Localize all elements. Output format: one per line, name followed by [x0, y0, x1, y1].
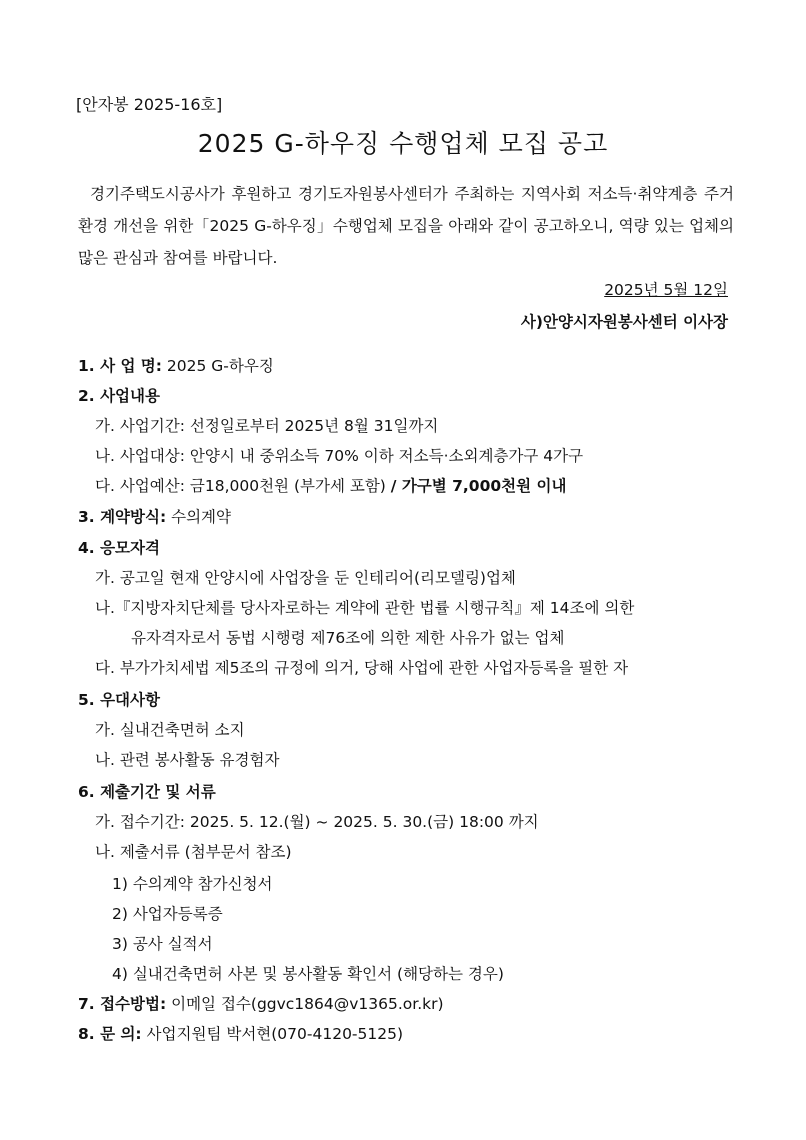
section-2-item-c-text: 다. 사업예산: 금18,000천원 (부가세 포함): [95, 477, 391, 495]
section-3: [78, 505, 231, 527]
section-2-item-c: [95, 474, 566, 496]
section-3-value: 수의계약: [166, 508, 231, 526]
section-8-label: 8. 문 의:: [78, 1025, 142, 1043]
section-5-item-b: 나. 관련 봉사활동 유경험자: [95, 751, 280, 769]
section-3-label: 3. 계약방식:: [78, 508, 167, 526]
section-2-label: 2. 사업내용: [78, 387, 160, 405]
section-1-value: 2025 G-하우징: [161, 357, 274, 375]
section-1: [78, 354, 274, 376]
section-4-item-a: 가. 공고일 현재 안양시에 사업장을 둔 인테리어(리모델링)업체: [95, 569, 516, 587]
section-6-item-a: 가. 접수기간: 2025. 5. 12.(월) ~ 2025. 5. 30.(금) 18:00 까지: [95, 813, 539, 831]
announcement-date: 2025년 5월 12일: [604, 281, 728, 299]
section-2-item-a: 가. 사업기간: 선정일로부터 2025년 8월 31일까지: [95, 417, 439, 435]
section-5-item-a: 가. 실내건축면허 소지: [95, 721, 245, 739]
section-6-doc-2: 2) 사업자등록증: [112, 905, 223, 923]
doc-number: [안자봉 2025-16호]: [76, 95, 223, 114]
section-1-label: 1. 사 업 명:: [78, 357, 162, 375]
section-8-value: 사업지원팀 박서현(070-4120-5125): [141, 1025, 404, 1043]
section-2-item-b: 나. 사업대상: 안양시 내 중위소득 70% 이하 저소득·소외계층가구 4가구: [95, 447, 584, 465]
section-5-label: 5. 우대사항: [78, 691, 160, 709]
section-2-item-c-bold: / 가구별 7,000천원 이내: [390, 477, 567, 495]
intro-paragraph: [78, 178, 734, 274]
section-6-doc-1: 1) 수의계약 참가신청서: [112, 875, 273, 893]
section-6-doc-3: 3) 공사 실적서: [112, 935, 213, 953]
section-4-item-b-line2: 유자격자로서 동법 시행령 제76조에 의한 제한 사유가 없는 업체: [131, 629, 565, 647]
issuer: 사)안양시자원봉사센터 이사장: [520, 313, 728, 331]
section-7-label: 7. 접수방법:: [78, 995, 167, 1013]
section-4-item-c: 다. 부가가치세법 제5조의 규정에 의거, 당해 사업에 관한 사업자등록을 필한 자: [95, 659, 629, 677]
intro-text: 경기주택도시공사가 후원하고 경기도자원봉사센터가 주최하는 지역사회 저소득·취약계층 주거환경 개선을 위한「2025 G-하우징」수행업체 모집을 아래와 같이 공고하오니, 역량 있는 업체의 많은 관심과 참여를 바랍니다.: [78, 185, 734, 267]
section-4-item-b-line1: 나.『지방자치단체를 당사자로하는 계약에 관한 법률 시행규칙』제 14조에 의한: [95, 599, 635, 617]
section-6-label: 6. 제출기간 및 서류: [78, 783, 216, 801]
section-7: [78, 992, 444, 1014]
page-title: 2025 G-하우징 수행업체 모집 공고: [197, 129, 609, 158]
section-6-item-b: 나. 제출서류 (첨부문서 참조): [95, 843, 292, 861]
section-7-value: 이메일 접수(ggvc1864@v1365.or.kr): [166, 995, 444, 1013]
section-4-label: 4. 응모자격: [78, 539, 160, 557]
section-6-doc-4: 4) 실내건축면허 사본 및 봉사활동 확인서 (해당하는 경우): [112, 965, 504, 983]
section-8: [78, 1022, 403, 1044]
